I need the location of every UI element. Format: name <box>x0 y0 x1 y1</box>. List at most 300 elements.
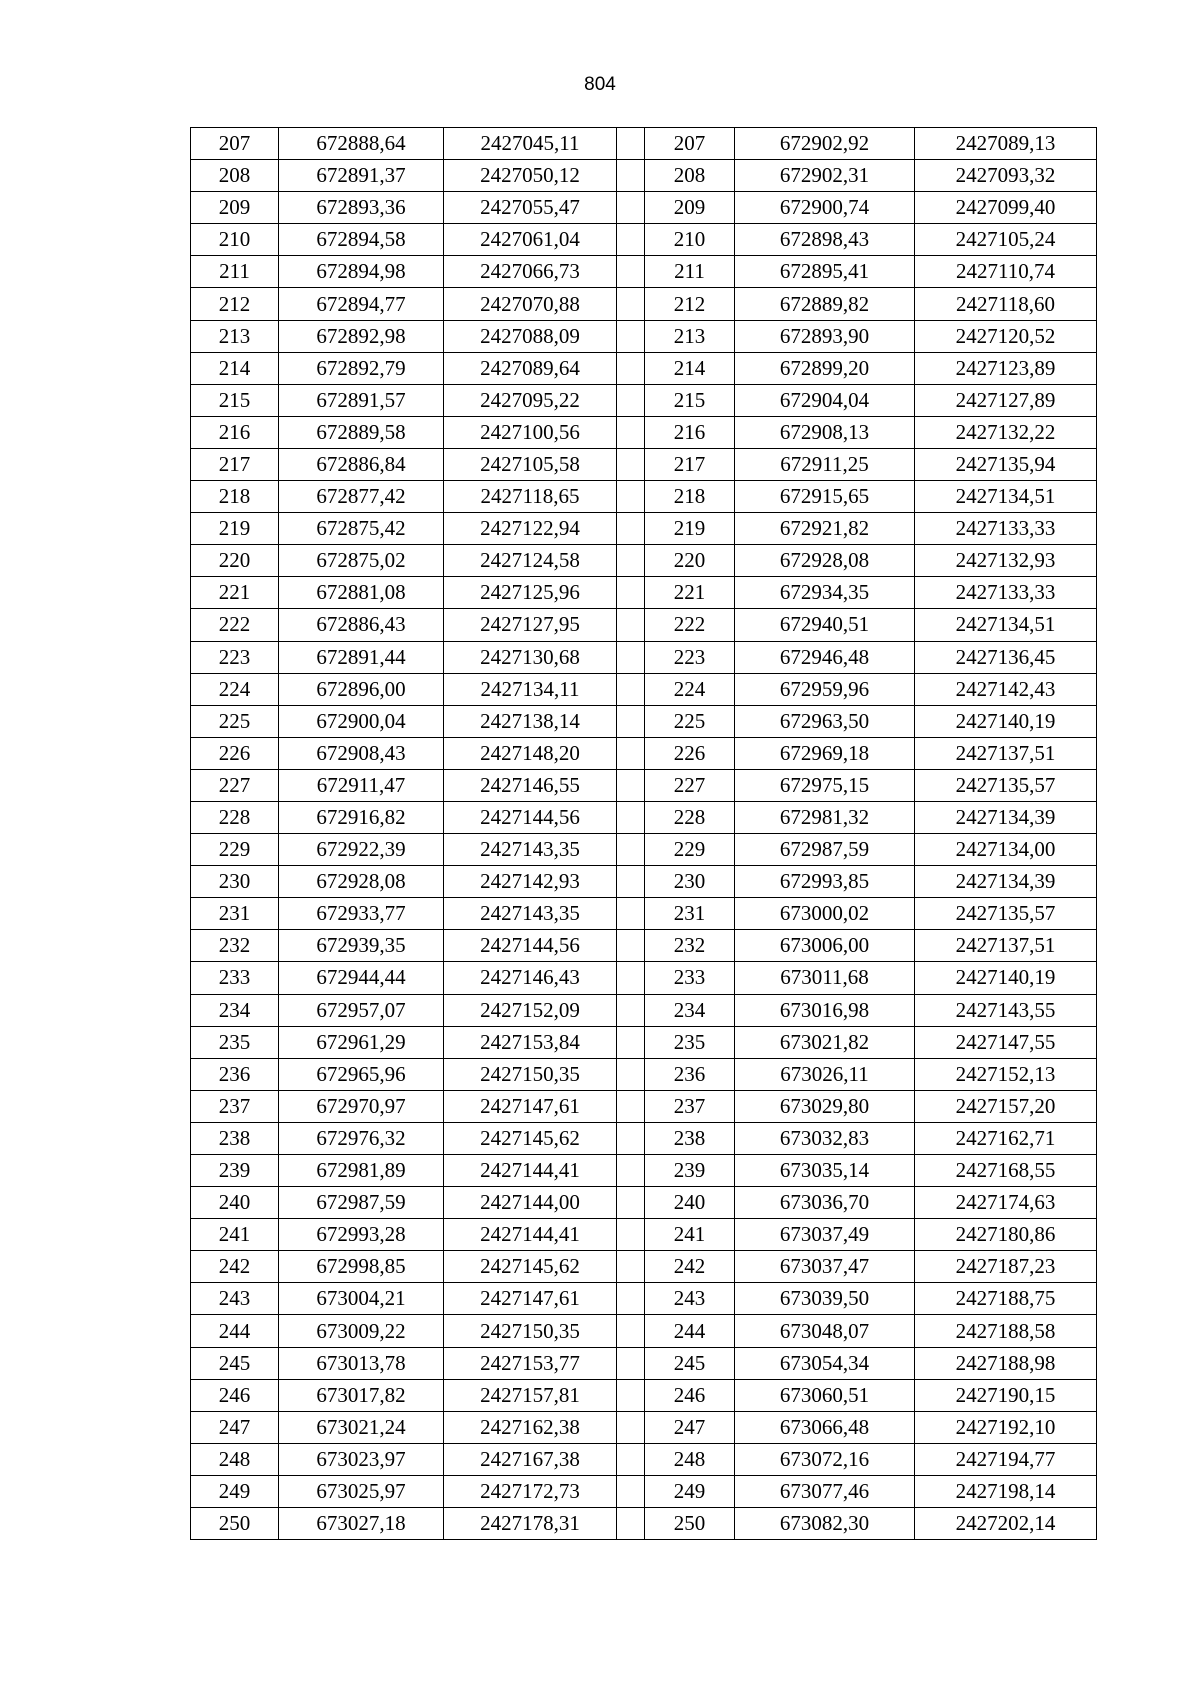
spacer-cell <box>617 609 645 641</box>
x-coordinate-left: 673017,82 <box>279 1379 444 1411</box>
point-number-right: 247 <box>645 1411 735 1443</box>
point-number-right: 220 <box>645 545 735 577</box>
point-number-left: 235 <box>191 1026 279 1058</box>
x-coordinate-right: 673021,82 <box>735 1026 915 1058</box>
y-coordinate-left: 2427066,73 <box>444 256 617 288</box>
x-coordinate-left: 672993,28 <box>279 1219 444 1251</box>
point-number-left: 233 <box>191 962 279 994</box>
spacer-cell <box>617 288 645 320</box>
page-number: 804 <box>584 74 616 95</box>
table-row <box>191 673 1097 705</box>
x-coordinate-right: 672928,08 <box>735 545 915 577</box>
point-number-left: 249 <box>191 1475 279 1507</box>
point-number-left: 221 <box>191 577 279 609</box>
x-coordinate-left: 672970,97 <box>279 1090 444 1122</box>
x-coordinate-right: 672898,43 <box>735 224 915 256</box>
point-number-left: 237 <box>191 1090 279 1122</box>
point-number-left: 213 <box>191 320 279 352</box>
point-number-left: 246 <box>191 1379 279 1411</box>
table-row <box>191 1058 1097 1090</box>
point-number-right: 210 <box>645 224 735 256</box>
spacer-cell <box>617 994 645 1026</box>
y-coordinate-left: 2427124,58 <box>444 545 617 577</box>
x-coordinate-left: 672889,58 <box>279 416 444 448</box>
y-coordinate-right: 2427187,23 <box>915 1251 1097 1283</box>
table-row <box>191 481 1097 513</box>
y-coordinate-right: 2427134,00 <box>915 834 1097 866</box>
point-number-left: 208 <box>191 160 279 192</box>
x-coordinate-left: 672908,43 <box>279 737 444 769</box>
x-coordinate-right: 672893,90 <box>735 320 915 352</box>
point-number-left: 244 <box>191 1315 279 1347</box>
spacer-cell <box>617 1187 645 1219</box>
y-coordinate-right: 2427188,58 <box>915 1315 1097 1347</box>
y-coordinate-left: 2427162,38 <box>444 1411 617 1443</box>
table-row <box>191 352 1097 384</box>
point-number-right: 248 <box>645 1443 735 1475</box>
y-coordinate-right: 2427123,89 <box>915 352 1097 384</box>
y-coordinate-right: 2427152,13 <box>915 1058 1097 1090</box>
point-number-right: 221 <box>645 577 735 609</box>
point-number-left: 239 <box>191 1155 279 1187</box>
spacer-cell <box>617 128 645 160</box>
y-coordinate-left: 2427055,47 <box>444 192 617 224</box>
point-number-right: 245 <box>645 1347 735 1379</box>
x-coordinate-right: 672900,74 <box>735 192 915 224</box>
point-number-left: 209 <box>191 192 279 224</box>
table-row <box>191 545 1097 577</box>
x-coordinate-left: 672933,77 <box>279 898 444 930</box>
spacer-cell <box>617 737 645 769</box>
y-coordinate-right: 2427135,57 <box>915 769 1097 801</box>
y-coordinate-left: 2427148,20 <box>444 737 617 769</box>
spacer-cell <box>617 1508 645 1540</box>
point-number-right: 223 <box>645 641 735 673</box>
x-coordinate-right: 673060,51 <box>735 1379 915 1411</box>
y-coordinate-left: 2427089,64 <box>444 352 617 384</box>
y-coordinate-right: 2427135,94 <box>915 448 1097 480</box>
spacer-cell <box>617 448 645 480</box>
table-row <box>191 1508 1097 1540</box>
point-number-left: 232 <box>191 930 279 962</box>
y-coordinate-right: 2427089,13 <box>915 128 1097 160</box>
point-number-left: 231 <box>191 898 279 930</box>
spacer-cell <box>617 513 645 545</box>
x-coordinate-left: 672894,98 <box>279 256 444 288</box>
spacer-cell <box>617 1155 645 1187</box>
y-coordinate-left: 2427143,35 <box>444 834 617 866</box>
point-number-right: 244 <box>645 1315 735 1347</box>
point-number-right: 217 <box>645 448 735 480</box>
point-number-left: 226 <box>191 737 279 769</box>
x-coordinate-right: 672915,65 <box>735 481 915 513</box>
x-coordinate-left: 672892,79 <box>279 352 444 384</box>
table-row <box>191 962 1097 994</box>
x-coordinate-right: 672975,15 <box>735 769 915 801</box>
point-number-left: 236 <box>191 1058 279 1090</box>
spacer-cell <box>617 1475 645 1507</box>
x-coordinate-left: 673021,24 <box>279 1411 444 1443</box>
spacer-cell <box>617 160 645 192</box>
y-coordinate-right: 2427162,71 <box>915 1122 1097 1154</box>
y-coordinate-left: 2427150,35 <box>444 1058 617 1090</box>
spacer-cell <box>617 224 645 256</box>
x-coordinate-left: 672987,59 <box>279 1187 444 1219</box>
spacer-cell <box>617 481 645 513</box>
x-coordinate-right: 673016,98 <box>735 994 915 1026</box>
coordinates-table <box>190 127 1097 1540</box>
x-coordinate-right: 673000,02 <box>735 898 915 930</box>
x-coordinate-right: 673035,14 <box>735 1155 915 1187</box>
table-row <box>191 1090 1097 1122</box>
y-coordinate-right: 2427157,20 <box>915 1090 1097 1122</box>
x-coordinate-right: 673054,34 <box>735 1347 915 1379</box>
point-number-right: 236 <box>645 1058 735 1090</box>
spacer-cell <box>617 545 645 577</box>
spacer-cell <box>617 416 645 448</box>
y-coordinate-left: 2427153,77 <box>444 1347 617 1379</box>
point-number-left: 215 <box>191 384 279 416</box>
point-number-right: 208 <box>645 160 735 192</box>
spacer-cell <box>617 834 645 866</box>
point-number-right: 212 <box>645 288 735 320</box>
x-coordinate-right: 672902,92 <box>735 128 915 160</box>
y-coordinate-right: 2427127,89 <box>915 384 1097 416</box>
point-number-right: 207 <box>645 128 735 160</box>
y-coordinate-left: 2427178,31 <box>444 1508 617 1540</box>
table-row <box>191 1122 1097 1154</box>
x-coordinate-left: 672976,32 <box>279 1122 444 1154</box>
x-coordinate-left: 673013,78 <box>279 1347 444 1379</box>
point-number-right: 239 <box>645 1155 735 1187</box>
spacer-cell <box>617 1122 645 1154</box>
y-coordinate-right: 2427147,55 <box>915 1026 1097 1058</box>
x-coordinate-left: 672891,57 <box>279 384 444 416</box>
y-coordinate-left: 2427095,22 <box>444 384 617 416</box>
table-row <box>191 1026 1097 1058</box>
table-row <box>191 1155 1097 1187</box>
y-coordinate-right: 2427133,33 <box>915 513 1097 545</box>
y-coordinate-left: 2427134,11 <box>444 673 617 705</box>
x-coordinate-right: 673006,00 <box>735 930 915 962</box>
y-coordinate-right: 2427093,32 <box>915 160 1097 192</box>
y-coordinate-left: 2427144,00 <box>444 1187 617 1219</box>
table-row <box>191 320 1097 352</box>
y-coordinate-right: 2427198,14 <box>915 1475 1097 1507</box>
table-row <box>191 577 1097 609</box>
point-number-left: 228 <box>191 801 279 833</box>
y-coordinate-right: 2427192,10 <box>915 1411 1097 1443</box>
x-coordinate-right: 672895,41 <box>735 256 915 288</box>
table-row <box>191 1411 1097 1443</box>
y-coordinate-right: 2427180,86 <box>915 1219 1097 1251</box>
table-row <box>191 1283 1097 1315</box>
table-row <box>191 801 1097 833</box>
point-number-left: 216 <box>191 416 279 448</box>
point-number-left: 230 <box>191 866 279 898</box>
x-coordinate-right: 673082,30 <box>735 1508 915 1540</box>
coordinates-table-body <box>191 128 1097 1540</box>
y-coordinate-left: 2427125,96 <box>444 577 617 609</box>
y-coordinate-right: 2427143,55 <box>915 994 1097 1026</box>
y-coordinate-right: 2427120,52 <box>915 320 1097 352</box>
point-number-right: 229 <box>645 834 735 866</box>
y-coordinate-left: 2427144,41 <box>444 1219 617 1251</box>
point-number-right: 225 <box>645 705 735 737</box>
table-row <box>191 769 1097 801</box>
table-row <box>191 224 1097 256</box>
y-coordinate-right: 2427134,39 <box>915 801 1097 833</box>
y-coordinate-left: 2427147,61 <box>444 1090 617 1122</box>
table-row <box>191 192 1097 224</box>
point-number-left: 207 <box>191 128 279 160</box>
point-number-right: 234 <box>645 994 735 1026</box>
y-coordinate-right: 2427140,19 <box>915 962 1097 994</box>
x-coordinate-left: 672881,08 <box>279 577 444 609</box>
spacer-cell <box>617 769 645 801</box>
y-coordinate-right: 2427137,51 <box>915 930 1097 962</box>
point-number-right: 226 <box>645 737 735 769</box>
point-number-right: 224 <box>645 673 735 705</box>
y-coordinate-left: 2427152,09 <box>444 994 617 1026</box>
x-coordinate-right: 673037,49 <box>735 1219 915 1251</box>
point-number-left: 227 <box>191 769 279 801</box>
x-coordinate-right: 672969,18 <box>735 737 915 769</box>
x-coordinate-right: 672904,04 <box>735 384 915 416</box>
point-number-right: 213 <box>645 320 735 352</box>
x-coordinate-right: 672981,32 <box>735 801 915 833</box>
point-number-left: 220 <box>191 545 279 577</box>
point-number-left: 219 <box>191 513 279 545</box>
x-coordinate-left: 672981,89 <box>279 1155 444 1187</box>
point-number-right: 242 <box>645 1251 735 1283</box>
table-row <box>191 866 1097 898</box>
x-coordinate-left: 672916,82 <box>279 801 444 833</box>
y-coordinate-right: 2427140,19 <box>915 705 1097 737</box>
point-number-left: 242 <box>191 1251 279 1283</box>
y-coordinate-left: 2427142,93 <box>444 866 617 898</box>
spacer-cell <box>617 1251 645 1283</box>
point-number-left: 241 <box>191 1219 279 1251</box>
x-coordinate-left: 672886,84 <box>279 448 444 480</box>
point-number-left: 214 <box>191 352 279 384</box>
y-coordinate-right: 2427202,14 <box>915 1508 1097 1540</box>
x-coordinate-right: 672959,96 <box>735 673 915 705</box>
y-coordinate-right: 2427099,40 <box>915 192 1097 224</box>
x-coordinate-left: 672894,77 <box>279 288 444 320</box>
point-number-right: 211 <box>645 256 735 288</box>
y-coordinate-left: 2427144,56 <box>444 930 617 962</box>
x-coordinate-left: 672939,35 <box>279 930 444 962</box>
point-number-left: 225 <box>191 705 279 737</box>
y-coordinate-right: 2427133,33 <box>915 577 1097 609</box>
point-number-left: 211 <box>191 256 279 288</box>
table-row <box>191 930 1097 962</box>
x-coordinate-right: 672946,48 <box>735 641 915 673</box>
y-coordinate-left: 2427118,65 <box>444 481 617 513</box>
x-coordinate-left: 672911,47 <box>279 769 444 801</box>
x-coordinate-left: 672886,43 <box>279 609 444 641</box>
point-number-right: 214 <box>645 352 735 384</box>
x-coordinate-right: 672902,31 <box>735 160 915 192</box>
x-coordinate-right: 673039,50 <box>735 1283 915 1315</box>
x-coordinate-right: 673077,46 <box>735 1475 915 1507</box>
x-coordinate-right: 673029,80 <box>735 1090 915 1122</box>
table-row <box>191 128 1097 160</box>
y-coordinate-left: 2427157,81 <box>444 1379 617 1411</box>
spacer-cell <box>617 1347 645 1379</box>
y-coordinate-right: 2427190,15 <box>915 1379 1097 1411</box>
x-coordinate-left: 672896,00 <box>279 673 444 705</box>
y-coordinate-right: 2427194,77 <box>915 1443 1097 1475</box>
x-coordinate-left: 672900,04 <box>279 705 444 737</box>
point-number-right: 243 <box>645 1283 735 1315</box>
point-number-left: 240 <box>191 1187 279 1219</box>
y-coordinate-left: 2427145,62 <box>444 1122 617 1154</box>
y-coordinate-left: 2427167,38 <box>444 1443 617 1475</box>
spacer-cell <box>617 1219 645 1251</box>
y-coordinate-left: 2427088,09 <box>444 320 617 352</box>
point-number-right: 241 <box>645 1219 735 1251</box>
table-row <box>191 641 1097 673</box>
y-coordinate-left: 2427138,14 <box>444 705 617 737</box>
y-coordinate-left: 2427147,61 <box>444 1283 617 1315</box>
table-row <box>191 1475 1097 1507</box>
y-coordinate-left: 2427061,04 <box>444 224 617 256</box>
point-number-left: 245 <box>191 1347 279 1379</box>
point-number-left: 217 <box>191 448 279 480</box>
point-number-right: 246 <box>645 1379 735 1411</box>
y-coordinate-left: 2427153,84 <box>444 1026 617 1058</box>
spacer-cell <box>617 898 645 930</box>
point-number-left: 223 <box>191 641 279 673</box>
y-coordinate-left: 2427150,35 <box>444 1315 617 1347</box>
y-coordinate-right: 2427134,51 <box>915 481 1097 513</box>
point-number-left: 243 <box>191 1283 279 1315</box>
table-row <box>191 994 1097 1026</box>
spacer-cell <box>617 1090 645 1122</box>
x-coordinate-left: 673004,21 <box>279 1283 444 1315</box>
x-coordinate-right: 672899,20 <box>735 352 915 384</box>
y-coordinate-right: 2427168,55 <box>915 1155 1097 1187</box>
table-row <box>191 160 1097 192</box>
point-number-right: 250 <box>645 1508 735 1540</box>
point-number-right: 235 <box>645 1026 735 1058</box>
y-coordinate-right: 2427110,74 <box>915 256 1097 288</box>
point-number-right: 227 <box>645 769 735 801</box>
x-coordinate-right: 672921,82 <box>735 513 915 545</box>
x-coordinate-left: 672891,37 <box>279 160 444 192</box>
y-coordinate-right: 2427188,98 <box>915 1347 1097 1379</box>
table-row <box>191 384 1097 416</box>
table-row <box>191 898 1097 930</box>
y-coordinate-left: 2427045,11 <box>444 128 617 160</box>
y-coordinate-left: 2427100,56 <box>444 416 617 448</box>
table-row <box>191 1443 1097 1475</box>
y-coordinate-left: 2427050,12 <box>444 160 617 192</box>
point-number-right: 231 <box>645 898 735 930</box>
point-number-right: 230 <box>645 866 735 898</box>
x-coordinate-right: 672963,50 <box>735 705 915 737</box>
x-coordinate-right: 673011,68 <box>735 962 915 994</box>
x-coordinate-right: 672908,13 <box>735 416 915 448</box>
spacer-cell <box>617 384 645 416</box>
point-number-left: 234 <box>191 994 279 1026</box>
x-coordinate-right: 672934,35 <box>735 577 915 609</box>
y-coordinate-left: 2427146,43 <box>444 962 617 994</box>
y-coordinate-right: 2427134,39 <box>915 866 1097 898</box>
point-number-left: 222 <box>191 609 279 641</box>
point-number-right: 249 <box>645 1475 735 1507</box>
x-coordinate-left: 672892,98 <box>279 320 444 352</box>
spacer-cell <box>617 1283 645 1315</box>
point-number-right: 222 <box>645 609 735 641</box>
point-number-right: 216 <box>645 416 735 448</box>
table-row <box>191 1219 1097 1251</box>
point-number-right: 240 <box>645 1187 735 1219</box>
table-row <box>191 737 1097 769</box>
x-coordinate-left: 672875,42 <box>279 513 444 545</box>
x-coordinate-left: 672965,96 <box>279 1058 444 1090</box>
spacer-cell <box>617 352 645 384</box>
table-row <box>191 834 1097 866</box>
table-row <box>191 1315 1097 1347</box>
y-coordinate-left: 2427172,73 <box>444 1475 617 1507</box>
spacer-cell <box>617 801 645 833</box>
y-coordinate-right: 2427137,51 <box>915 737 1097 769</box>
x-coordinate-left: 672998,85 <box>279 1251 444 1283</box>
x-coordinate-right: 673072,16 <box>735 1443 915 1475</box>
x-coordinate-right: 673048,07 <box>735 1315 915 1347</box>
y-coordinate-left: 2427143,35 <box>444 898 617 930</box>
x-coordinate-left: 673009,22 <box>279 1315 444 1347</box>
table-row <box>191 513 1097 545</box>
spacer-cell <box>617 192 645 224</box>
y-coordinate-left: 2427145,62 <box>444 1251 617 1283</box>
x-coordinate-left: 672928,08 <box>279 866 444 898</box>
table-row <box>191 1187 1097 1219</box>
spacer-cell <box>617 320 645 352</box>
x-coordinate-right: 673026,11 <box>735 1058 915 1090</box>
x-coordinate-right: 673066,48 <box>735 1411 915 1443</box>
y-coordinate-left: 2427144,41 <box>444 1155 617 1187</box>
table-row <box>191 609 1097 641</box>
table-row <box>191 1251 1097 1283</box>
x-coordinate-left: 672888,64 <box>279 128 444 160</box>
spacer-cell <box>617 1379 645 1411</box>
y-coordinate-left: 2427130,68 <box>444 641 617 673</box>
x-coordinate-left: 672957,07 <box>279 994 444 1026</box>
spacer-cell <box>617 930 645 962</box>
point-number-left: 250 <box>191 1508 279 1540</box>
table-row <box>191 288 1097 320</box>
point-number-right: 228 <box>645 801 735 833</box>
table-row <box>191 416 1097 448</box>
y-coordinate-left: 2427122,94 <box>444 513 617 545</box>
x-coordinate-left: 672944,44 <box>279 962 444 994</box>
point-number-right: 215 <box>645 384 735 416</box>
y-coordinate-left: 2427144,56 <box>444 801 617 833</box>
x-coordinate-right: 672889,82 <box>735 288 915 320</box>
point-number-right: 233 <box>645 962 735 994</box>
point-number-right: 237 <box>645 1090 735 1122</box>
spacer-cell <box>617 577 645 609</box>
x-coordinate-right: 673032,83 <box>735 1122 915 1154</box>
spacer-cell <box>617 1315 645 1347</box>
point-number-left: 210 <box>191 224 279 256</box>
point-number-left: 224 <box>191 673 279 705</box>
x-coordinate-left: 673027,18 <box>279 1508 444 1540</box>
